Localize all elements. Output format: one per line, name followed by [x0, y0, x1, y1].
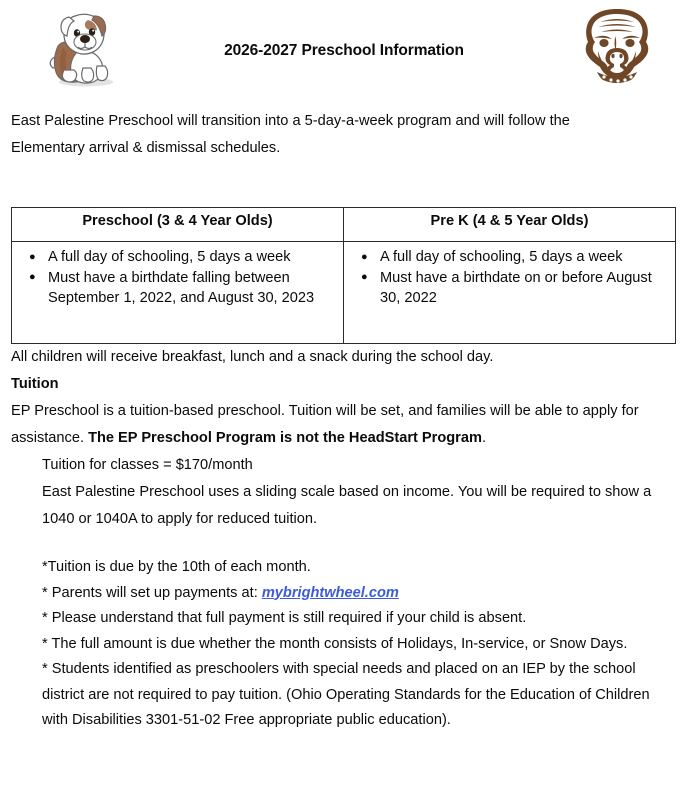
column-header-prek: Pre K (4 & 5 Year Olds): [344, 208, 676, 242]
tuition-section: [0, 344, 688, 734]
document-header: [0, 0, 688, 108]
note-holidays-policy: * The full amount is due whether the month consists of Holidays, In-service, or Snow Days.: [42, 635, 628, 652]
list-item: ● Must have a birthdate falling between September 1, 2022, and August 30, 2023: [46, 268, 335, 309]
intro-paragraph: East Palestine Preschool will transition into a 5-day-a-week program and will follow the Elementary arrival & dismissal schedules.: [11, 113, 570, 156]
tuition-intro-emphasis: The EP Preschool Program is not the HeadStart Program: [88, 430, 482, 446]
cell-preschool-requirements: [12, 242, 344, 344]
table-row: [12, 242, 676, 344]
tuition-details-block: [42, 452, 657, 734]
preschool-requirement-list: [20, 247, 335, 309]
program-comparison-table-wrapper: [0, 207, 688, 344]
tuition-intro-paragraph: [11, 398, 656, 452]
intro-section: [0, 108, 688, 162]
note-iep-exemption: * Students identified as preschoolers with special needs and placed on an IEP by the school district are not required to pay tuition. (Ohio Operating Standards for the Education of Children with Disabilities 3301-51-02 Free appropriate public education).: [42, 661, 650, 728]
list-item: ● Must have a birthdate on or before August 30, 2022: [378, 268, 667, 309]
list-item: ● A full day of schooling, 5 days a week: [378, 247, 667, 268]
bulldog-head-mascot-logo: [580, 6, 654, 96]
tuition-intro-plain: EP Preschool is a tuition-based preschool. Tuition will be set, and families will be able to apply for assistance.: [11, 403, 639, 446]
mybrightwheel-link[interactable]: mybrightwheel.com: [261, 584, 399, 601]
list-item: ● A full day of schooling, 5 days a week: [46, 247, 335, 268]
note-absence-policy: * Please understand that full payment is still required if your child is absent.: [42, 610, 527, 626]
table-header-row: [12, 208, 676, 242]
cell-prek-requirements: [344, 242, 676, 344]
page-title: 2026-2027 Preschool Information: [224, 42, 464, 59]
tuition-rate-line: Tuition for classes = $170/month: [42, 457, 253, 473]
program-comparison-table: [11, 207, 676, 344]
note-payment-setup-text: * Parents will set up payments at:: [42, 584, 262, 601]
tuition-intro-period: .: [481, 430, 486, 446]
sliding-scale-paragraph: East Palestine Preschool uses a sliding scale based on income. You will be required to show a 1040 or 1040A to apply for reduced tuition.: [42, 484, 652, 527]
tuition-heading: Tuition: [11, 376, 59, 392]
note-payment-setup: [42, 581, 657, 607]
prek-requirement-list: [352, 247, 667, 309]
column-header-preschool: Preschool (3 & 4 Year Olds): [12, 208, 344, 242]
tuition-notes-list: [42, 555, 657, 734]
meals-paragraph: All children will receive breakfast, lunch and a snack during the school day.: [11, 349, 494, 365]
note-due-date: *Tuition is due by the 10th of each month.: [42, 559, 311, 575]
